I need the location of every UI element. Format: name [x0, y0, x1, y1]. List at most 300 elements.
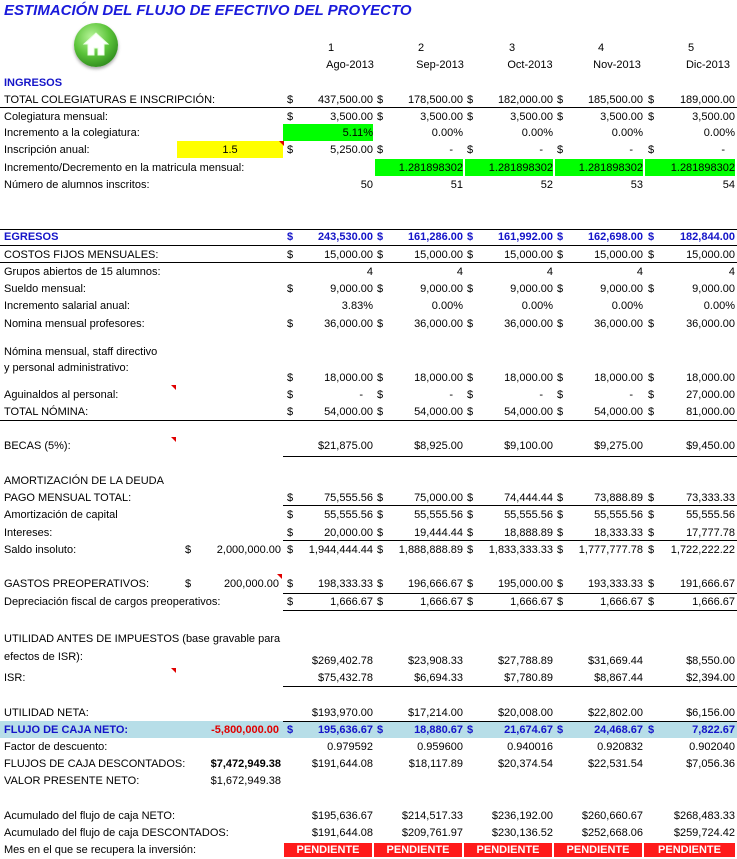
- inscripcion-currency: $: [287, 144, 294, 156]
- grupos-cell: 4: [456, 266, 463, 278]
- matricula-value: 1.281898302: [670, 162, 735, 174]
- costos-currency: $: [467, 249, 474, 261]
- ingresos-heading: INGRESOS: [4, 77, 63, 89]
- neta-label: UTILIDAD NETA:: [4, 707, 89, 719]
- grupos-cell: 4: [366, 266, 373, 278]
- depre-cell: 1,666.67: [692, 596, 735, 608]
- staff-cell: 18,000.00: [594, 372, 643, 384]
- uai-cell: $31,669.44: [587, 655, 643, 667]
- costos-cell: 15,000.00: [414, 249, 463, 261]
- sueldo-currency: $: [377, 283, 384, 295]
- pendiente-cell: PENDIENTE: [554, 843, 642, 857]
- desc-cell: $7,056.36: [686, 758, 735, 770]
- total-colegiaturas-currency: $: [377, 94, 384, 106]
- nomina-prof-currency: $: [377, 318, 384, 330]
- costos-currency: $: [648, 249, 655, 261]
- costos-cell: 15,000.00: [324, 249, 373, 261]
- intereses-cell: 17,777.78: [686, 527, 735, 539]
- egresos-total-currency: $: [467, 231, 474, 243]
- nomina-prof-currency: $: [648, 318, 655, 330]
- incremento-cell: 0.00%: [611, 127, 643, 139]
- period-month: Nov-2013: [593, 59, 641, 71]
- intereses-cell: 18,888.89: [504, 527, 553, 539]
- inscripcion-cell: -: [721, 144, 725, 156]
- aguinaldos-cell: -: [629, 389, 633, 401]
- gastos-cell: 191,666.67: [679, 578, 735, 590]
- colegiatura-currency: $: [557, 111, 564, 123]
- becas-cell: $9,275.00: [594, 440, 643, 452]
- comment-marker-icon[interactable]: [279, 141, 284, 146]
- incremento-cell: 5.11%: [342, 127, 373, 139]
- pago-currency: $: [467, 492, 474, 504]
- depre-cell: 1,666.67: [420, 596, 463, 608]
- cell-border: [283, 107, 737, 108]
- sheet-title: ESTIMACIÓN DEL FLUJO DE EFECTIVO DEL PROYECTO: [4, 2, 412, 19]
- cell-border: [0, 245, 737, 246]
- gastos-initial-currency: $: [185, 578, 192, 590]
- total-nomina-currency: $: [557, 406, 564, 418]
- nomina-prof-currency: $: [287, 318, 294, 330]
- cell-border: [0, 262, 737, 263]
- period-month: Sep-2013: [416, 59, 464, 71]
- egresos-total-cell: 161,286.00: [407, 231, 463, 243]
- alumnos-cell: 53: [630, 179, 643, 191]
- total-nomina-currency: $: [377, 406, 384, 418]
- saldo-cell: 1,944,444.44: [308, 544, 373, 556]
- desc-label: FLUJOS DE CAJA DESCONTADOS:: [4, 758, 186, 770]
- factor-cell: 0.940016: [507, 741, 553, 753]
- staff-currency: $: [467, 372, 474, 384]
- inscripcion-currency: $: [557, 144, 564, 156]
- cell-border: [283, 686, 737, 687]
- saldo-cell: 1,833,333.33: [488, 544, 553, 556]
- comment-marker-icon[interactable]: [277, 574, 282, 579]
- total-nomina-cell: 81,000.00: [686, 406, 735, 418]
- period-number: 3: [508, 42, 516, 54]
- comment-marker-icon[interactable]: [171, 668, 176, 673]
- saldo-currency: $: [287, 544, 294, 556]
- staff-cell: 18,000.00: [504, 372, 553, 384]
- acum-desc-cell: $230,136.52: [491, 827, 553, 839]
- salarial-cell: 0.00%: [703, 300, 735, 312]
- incremento-cell: 0.00%: [431, 127, 463, 139]
- amort-label: Amortización de capital: [4, 509, 118, 521]
- amort-cell: 55,555.56: [594, 509, 643, 521]
- nomina-prof-cell: 36,000.00: [324, 318, 373, 330]
- becas-cell: $21,875.00: [317, 440, 373, 452]
- nomina-prof-cell: 36,000.00: [686, 318, 735, 330]
- egresos-total-cell: 161,992.00: [497, 231, 553, 243]
- flujo-currency: $: [648, 724, 655, 736]
- period-month: Oct-2013: [507, 59, 553, 71]
- flujo-currency: $: [467, 724, 474, 736]
- saldo-cell: 1,888,888.89: [398, 544, 463, 556]
- saldo-initial-currency: $: [185, 544, 192, 556]
- uai-cell: $23,908.33: [407, 655, 463, 667]
- gastos-label: GASTOS PREOPERATIVOS:: [4, 578, 150, 590]
- aguinaldos-currency: $: [467, 389, 474, 401]
- gastos-cell: 198,333.33: [317, 578, 373, 590]
- total-colegiaturas-currency: $: [467, 94, 474, 106]
- flujo-cell: 195,636.67: [317, 724, 373, 736]
- colegiatura-cell: 3,500.00: [600, 111, 643, 123]
- isr-cell: $7,780.89: [504, 672, 553, 684]
- nomina-prof-currency: $: [557, 318, 564, 330]
- home-button[interactable]: [74, 23, 118, 67]
- home-icon: [82, 30, 110, 58]
- amort-currency: $: [557, 509, 564, 521]
- pago-label: PAGO MENSUAL TOTAL:: [4, 492, 132, 504]
- amort-cell: 55,555.56: [504, 509, 553, 521]
- costos-cell: 15,000.00: [686, 249, 735, 261]
- cell-border: [283, 721, 737, 722]
- total-colegiaturas-cell: 437,500.00: [317, 94, 373, 106]
- cell-border: [283, 505, 737, 506]
- incremento-cell: 0.00%: [521, 127, 553, 139]
- acum-neto-cell: $214,517.33: [401, 810, 463, 822]
- nomina-prof-currency: $: [467, 318, 474, 330]
- acum-desc-cell: $252,668.06: [581, 827, 643, 839]
- depre-currency: $: [377, 596, 384, 608]
- vpn-label: VALOR PRESENTE NETO:: [4, 775, 140, 787]
- comment-marker-icon[interactable]: [171, 385, 176, 390]
- gastos-currency: $: [377, 578, 384, 590]
- intereses-currency: $: [287, 527, 294, 539]
- cell-border: [0, 229, 737, 230]
- deuda-heading: AMORTIZACIÓN DE LA DEUDA: [4, 475, 164, 487]
- sueldo-currency: $: [557, 283, 564, 295]
- colegiatura-cell: 3,500.00: [420, 111, 463, 123]
- cell-border: [283, 610, 737, 611]
- flujo-currency: $: [557, 724, 564, 736]
- depre-currency: $: [287, 596, 294, 608]
- intereses-cell: 19,444.44: [414, 527, 463, 539]
- becas-cell: $9,100.00: [504, 440, 553, 452]
- aguinaldos-currency: $: [648, 389, 655, 401]
- colegiatura-cell: 3,500.00: [510, 111, 553, 123]
- grupos-cell: 4: [728, 266, 735, 278]
- total-nomina-cell: 54,000.00: [324, 406, 373, 418]
- amort-cell: 55,555.56: [414, 509, 463, 521]
- intereses-cell: 20,000.00: [324, 527, 373, 539]
- total-label: TOTAL COLEGIATURAS E INSCRIPCIÓN:: [4, 94, 216, 106]
- depre-label: Depreciación fiscal de cargos preoperativos:: [4, 596, 221, 608]
- depre-cell: 1,666.67: [330, 596, 373, 608]
- acum-desc-cell: $191,644.08: [311, 827, 373, 839]
- acum-neto-cell: $260,660.67: [581, 810, 643, 822]
- total-colegiaturas-cell: 185,500.00: [587, 94, 643, 106]
- sueldo-cell: 9,000.00: [330, 283, 373, 295]
- total-nomina-label: TOTAL NÓMINA:: [4, 406, 89, 418]
- inscripcion-currency: $: [467, 144, 474, 156]
- sueldo-currency: $: [467, 283, 474, 295]
- matricula-label: Incremento/Decremento en la matricula mensual:: [4, 162, 245, 174]
- acum-neto-cell: $195,636.67: [311, 810, 373, 822]
- inscripcion-cell: -: [629, 144, 633, 156]
- aguinaldos-cell: -: [449, 389, 453, 401]
- factor-label: Factor de descuento:: [4, 741, 108, 753]
- acum-neto-cell: $268,483.33: [673, 810, 735, 822]
- total-colegiaturas-currency: $: [287, 94, 294, 106]
- gastos-cell: 195,000.00: [497, 578, 553, 590]
- cell-border: [283, 593, 737, 594]
- matricula-value: 1.281898302: [488, 162, 553, 174]
- egresos-total-currency: $: [557, 231, 564, 243]
- intereses-label: Intereses:: [4, 527, 53, 539]
- desc-total: $7,472,949.38: [210, 758, 281, 770]
- desc-cell: $22,531.54: [587, 758, 643, 770]
- depre-currency: $: [467, 596, 474, 608]
- alumnos-cell: 54: [722, 179, 735, 191]
- colegiatura-cell: 3,500.00: [692, 111, 735, 123]
- total-nomina-currency: $: [467, 406, 474, 418]
- pago-currency: $: [557, 492, 564, 504]
- neta-cell: $20,008.00: [497, 707, 553, 719]
- pago-currency: $: [648, 492, 655, 504]
- costos-label: COSTOS FIJOS MENSUALES:: [4, 249, 159, 261]
- total-nomina-cell: 54,000.00: [504, 406, 553, 418]
- isr-cell: $75,432.78: [317, 672, 373, 684]
- saldo-currency: $: [557, 544, 564, 556]
- colegiatura-currency: $: [287, 111, 294, 123]
- cell-border: [283, 540, 737, 541]
- uai-cell: $269,402.78: [311, 655, 373, 667]
- sueldo-cell: 9,000.00: [600, 283, 643, 295]
- pago-cell: 75,555.56: [324, 492, 373, 504]
- aguinaldos-currency: $: [557, 389, 564, 401]
- acum-desc-label: Acumulado del flujo de caja DESCONTADOS:: [4, 827, 229, 839]
- egresos-total-currency: $: [287, 231, 294, 243]
- aguinaldos-cell: -: [359, 389, 363, 401]
- total-nomina-currency: $: [287, 406, 294, 418]
- becas-cell: $8,925.00: [414, 440, 463, 452]
- staff-cell: 18,000.00: [324, 372, 373, 384]
- salarial-cell: 0.00%: [611, 300, 643, 312]
- amort-cell: 55,555.56: [686, 509, 735, 521]
- factor-cell: 0.920832: [597, 741, 643, 753]
- flujo-cell: 7,822.67: [692, 724, 735, 736]
- total-colegiaturas-cell: 182,000.00: [497, 94, 553, 106]
- egresos-total-currency: $: [377, 231, 384, 243]
- sueldo-currency: $: [648, 283, 655, 295]
- period-month: Dic-2013: [685, 59, 731, 71]
- depre-cell: 1,666.67: [510, 596, 553, 608]
- acum-neto-cell: $236,192.00: [491, 810, 553, 822]
- staff-currency: $: [557, 372, 564, 384]
- amort-currency: $: [648, 509, 655, 521]
- costos-currency: $: [557, 249, 564, 261]
- flujo-currency: $: [287, 724, 294, 736]
- pago-cell: 74,444.44: [504, 492, 553, 504]
- gastos-currency: $: [648, 578, 655, 590]
- total-nomina-cell: 54,000.00: [414, 406, 463, 418]
- nomina-prof-cell: 36,000.00: [504, 318, 553, 330]
- amort-currency: $: [377, 509, 384, 521]
- pago-cell: 73,333.33: [686, 492, 735, 504]
- aguinaldos-currency: $: [377, 389, 384, 401]
- pendiente-cell: PENDIENTE: [284, 843, 372, 857]
- flujo-cell: 24,468.67: [594, 724, 643, 736]
- pago-currency: $: [377, 492, 384, 504]
- neta-cell: $17,214.00: [407, 707, 463, 719]
- total-nomina-cell: 54,000.00: [594, 406, 643, 418]
- intereses-cell: 18,333.33: [594, 527, 643, 539]
- mes-label: Mes en el que se recupera la inversión:: [4, 844, 196, 856]
- egresos-total-cell: 162,698.00: [587, 231, 643, 243]
- saldo-cell: 1,777,777.78: [578, 544, 643, 556]
- saldo-initial: 2,000,000.00: [216, 544, 281, 556]
- inscripcion-currency: $: [648, 144, 655, 156]
- salarial-cell: 3.83%: [341, 300, 373, 312]
- staff-currency: $: [648, 372, 655, 384]
- gastos-cell: 193,333.33: [587, 578, 643, 590]
- egresos-total-currency: $: [648, 231, 655, 243]
- cell-border: [283, 456, 737, 457]
- staff-currency: $: [287, 372, 294, 384]
- flujo-cell: 21,674.67: [504, 724, 553, 736]
- uai-label: efectos de ISR):: [4, 651, 83, 663]
- intereses-currency: $: [648, 527, 655, 539]
- isr-label: ISR:: [4, 672, 26, 684]
- staff-cell: 18,000.00: [414, 372, 463, 384]
- colegiatura-currency: $: [377, 111, 384, 123]
- period-number: 2: [417, 42, 425, 54]
- isr-cell: $6,694.33: [414, 672, 463, 684]
- nomina-prof-label: Nomina mensual profesores:: [4, 318, 145, 330]
- incremento-cell: 0.00%: [703, 127, 735, 139]
- saldo-currency: $: [467, 544, 474, 556]
- staff-label: y personal administrativo:: [4, 362, 129, 374]
- saldo-currency: $: [648, 544, 655, 556]
- grupos-cell: 4: [636, 266, 643, 278]
- inscripcion-cell: -: [539, 144, 543, 156]
- colegiatura-currency: $: [648, 111, 655, 123]
- sueldo-cell: 9,000.00: [692, 283, 735, 295]
- nomina-prof-cell: 36,000.00: [414, 318, 463, 330]
- matricula-value: 1.281898302: [578, 162, 643, 174]
- inscripcion-currency: $: [377, 144, 384, 156]
- pago-cell: 75,000.00: [414, 492, 463, 504]
- neta-cell: $6,156.00: [686, 707, 735, 719]
- amort-currency: $: [467, 509, 474, 521]
- uai-label: UTILIDAD ANTES DE IMPUESTOS (base gravable para: [4, 633, 281, 645]
- alumnos-label: Número de alumnos inscritos:: [4, 179, 150, 191]
- flujo-initial: -5,800,000.00: [211, 724, 279, 736]
- depre-currency: $: [648, 596, 655, 608]
- saldo-cell: 1,722,222.22: [670, 544, 735, 556]
- acum-neto-label: Acumulado del flujo de caja NETO:: [4, 810, 175, 822]
- desc-cell: $191,644.08: [311, 758, 373, 770]
- neta-cell: $22,802.00: [587, 707, 643, 719]
- cell-border: [0, 420, 737, 421]
- salarial-label: Incremento salarial anual:: [4, 300, 130, 312]
- period-month: Ago-2013: [326, 59, 374, 71]
- egresos-heading: EGRESOS: [4, 231, 59, 243]
- amort-currency: $: [287, 509, 294, 521]
- pendiente-cell: PENDIENTE: [464, 843, 552, 857]
- intereses-currency: $: [557, 527, 564, 539]
- acum-desc-cell: $209,761.97: [401, 827, 463, 839]
- flujo-cell: 18,880.67: [414, 724, 463, 736]
- gastos-cell: 196,666.67: [407, 578, 463, 590]
- incremento-label: Incremento a la colegiatura:: [4, 127, 140, 139]
- intereses-currency: $: [377, 527, 384, 539]
- factor-cell: 0.979592: [327, 741, 373, 753]
- saldo-currency: $: [377, 544, 384, 556]
- isr-cell: $8,867.44: [594, 672, 643, 684]
- pendiente-cell: PENDIENTE: [644, 843, 735, 857]
- saldo-label: Saldo insoluto:: [4, 544, 77, 556]
- comment-marker-icon[interactable]: [171, 437, 176, 442]
- desc-cell: $18,117.89: [408, 758, 463, 770]
- inscripcion-cell: 5,250.00: [330, 144, 373, 156]
- alumnos-cell: 50: [360, 179, 373, 191]
- sueldo-label: Sueldo mensual:: [4, 283, 86, 295]
- factor-cell: 0.902040: [689, 741, 735, 753]
- aguinaldos-label: Aguinaldos al personal:: [4, 389, 119, 401]
- pago-cell: 73,888.89: [594, 492, 643, 504]
- matricula-value: 1.281898302: [398, 162, 463, 174]
- costos-currency: $: [287, 249, 294, 261]
- desc-cell: $20,374.54: [497, 758, 553, 770]
- becas-cell: $9,450.00: [686, 440, 735, 452]
- inscripcion-label: Inscripción anual:: [4, 144, 90, 156]
- gastos-currency: $: [287, 578, 294, 590]
- uai-cell: $27,788.89: [497, 655, 553, 667]
- staff-label: Nómina mensual, staff directivo: [4, 346, 158, 358]
- period-number: 1: [327, 42, 335, 54]
- aguinaldos-currency: $: [287, 389, 294, 401]
- costos-cell: 15,000.00: [504, 249, 553, 261]
- salarial-cell: 0.00%: [431, 300, 463, 312]
- pendiente-cell: PENDIENTE: [374, 843, 462, 857]
- gastos-currency: $: [467, 578, 474, 590]
- amort-cell: 55,555.56: [324, 509, 373, 521]
- total-colegiaturas-cell: 178,500.00: [407, 94, 463, 106]
- aguinaldos-cell: -: [539, 389, 543, 401]
- colegiatura-label: Colegiatura mensual:: [4, 111, 108, 123]
- total-colegiaturas-currency: $: [557, 94, 564, 106]
- colegiatura-cell: 3,500.00: [330, 111, 373, 123]
- costos-currency: $: [377, 249, 384, 261]
- aguinaldos-cell: 27,000.00: [686, 389, 735, 401]
- acum-desc-cell: $259,724.42: [673, 827, 735, 839]
- sueldo-currency: $: [287, 283, 294, 295]
- pago-currency: $: [287, 492, 294, 504]
- grupos-label: Grupos abiertos de 15 alumnos:: [4, 266, 161, 278]
- period-number: 5: [687, 42, 695, 54]
- total-colegiaturas-cell: 189,000.00: [679, 94, 735, 106]
- neta-cell: $193,970.00: [311, 707, 373, 719]
- inscripcion-cell: -: [449, 144, 453, 156]
- uai-cell: $8,550.00: [686, 655, 735, 667]
- staff-currency: $: [377, 372, 384, 384]
- colegiatura-currency: $: [467, 111, 474, 123]
- gastos-initial: 200,000.00: [223, 578, 279, 590]
- staff-cell: 18,000.00: [686, 372, 735, 384]
- sueldo-cell: 9,000.00: [420, 283, 463, 295]
- alumnos-cell: 51: [450, 179, 463, 191]
- gastos-currency: $: [557, 578, 564, 590]
- total-nomina-currency: $: [648, 406, 655, 418]
- period-number: 4: [597, 42, 605, 54]
- intereses-currency: $: [467, 527, 474, 539]
- factor-cell: 0.959600: [417, 741, 463, 753]
- costos-cell: 15,000.00: [594, 249, 643, 261]
- salarial-cell: 0.00%: [521, 300, 553, 312]
- alumnos-cell: 52: [540, 179, 553, 191]
- sueldo-cell: 9,000.00: [510, 283, 553, 295]
